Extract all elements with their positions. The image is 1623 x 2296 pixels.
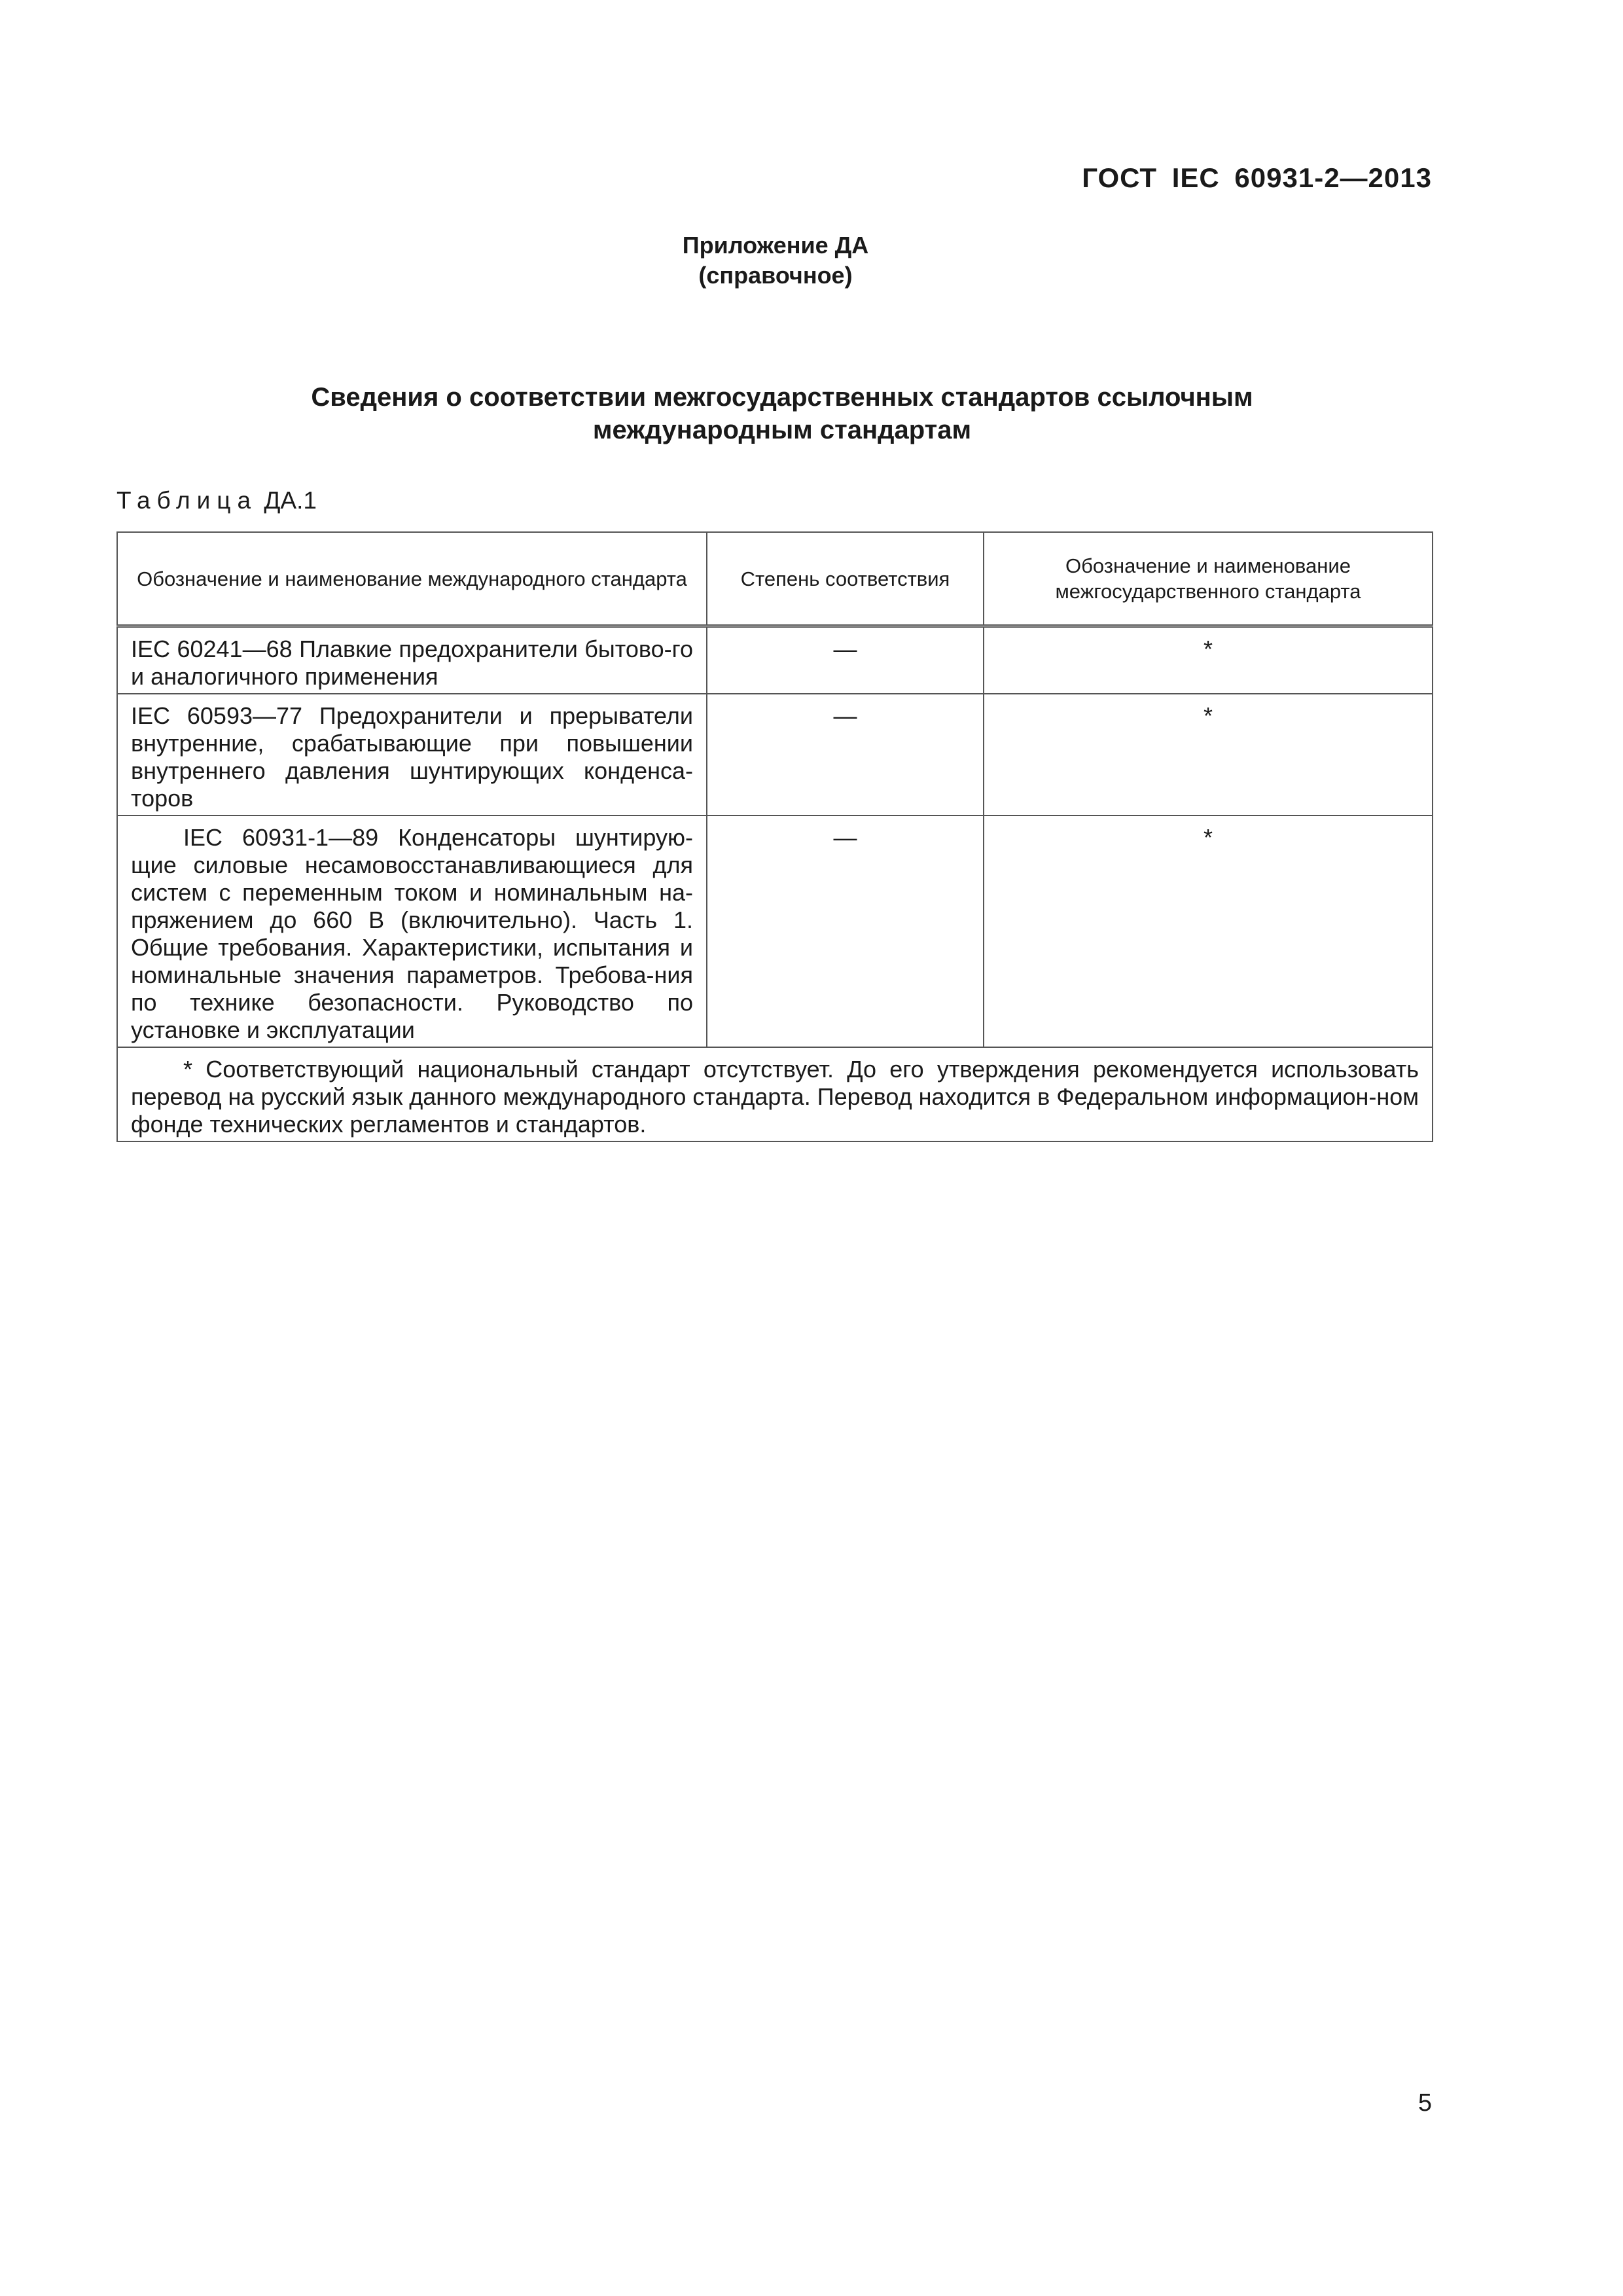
international-standard-cell: IEC 60931-1—89 Конденсаторы шунтирую-щие силовые несамовосстанавливающиеся для систем с переменным током и номинальным на-пряжением до 660 В (включительно). Часть 1. Общие требования. Характеристики, испытания и номинальные значения параметров. Требова-ния по технике безопасности. Руководство по установке и эксплуатации [117, 816, 707, 1047]
column-header-degree: Степень соответствия [707, 532, 984, 626]
section-title-line-2: международным стандартам [592, 416, 972, 444]
standards-table [116, 531, 1433, 1142]
table-row [117, 694, 1433, 816]
section-title [118, 381, 1446, 446]
table-row [117, 816, 1433, 1047]
table-caption [116, 487, 317, 514]
appendix-heading [0, 230, 1551, 291]
column-header-international: Обозначение и наименование международного стандарта [117, 532, 707, 626]
international-standard-cell: IEC 60593—77 Предохранители и прерыватели внутренние, срабатывающие при повышении внутреннего давления шунтирующих конденса-торов [117, 694, 707, 816]
interstate-standard-cell: * [984, 694, 1433, 816]
interstate-standard-cell: * [984, 626, 1433, 694]
table-caption-word: Таблица [116, 487, 258, 514]
table-footnote: * Соответствующий национальный стандарт отсутствует. До его утверждения рекомендуется использовать перевод на русский язык данного международного стандарта. Перевод находится в Федеральном информацион-ном фонде технических регламентов и стандартов. [117, 1047, 1433, 1141]
interstate-standard-cell: * [984, 816, 1433, 1047]
table-caption-number: ДА.1 [264, 487, 317, 514]
column-header-interstate: Обозначение и наименование межгосударственного стандарта [984, 532, 1433, 626]
table-header-row [117, 532, 1433, 626]
table-footnote-row [117, 1047, 1433, 1141]
degree-cell: — [707, 694, 984, 816]
appendix-subtitle: (справочное) [698, 262, 853, 289]
degree-cell: — [707, 626, 984, 694]
page-number: 5 [1418, 2089, 1432, 2117]
international-standard-cell: IEC 60241—68 Плавкие предохранители бытово-го и аналогичного применения [117, 626, 707, 694]
document-code: ГОСТ IEC 60931-2—2013 [1082, 162, 1432, 193]
degree-cell: — [707, 816, 984, 1047]
table-row [117, 626, 1433, 694]
section-title-line-1: Сведения о соответствии межгосударственных стандартов ссылочным [311, 383, 1253, 412]
appendix-title: Приложение ДА [682, 232, 869, 259]
